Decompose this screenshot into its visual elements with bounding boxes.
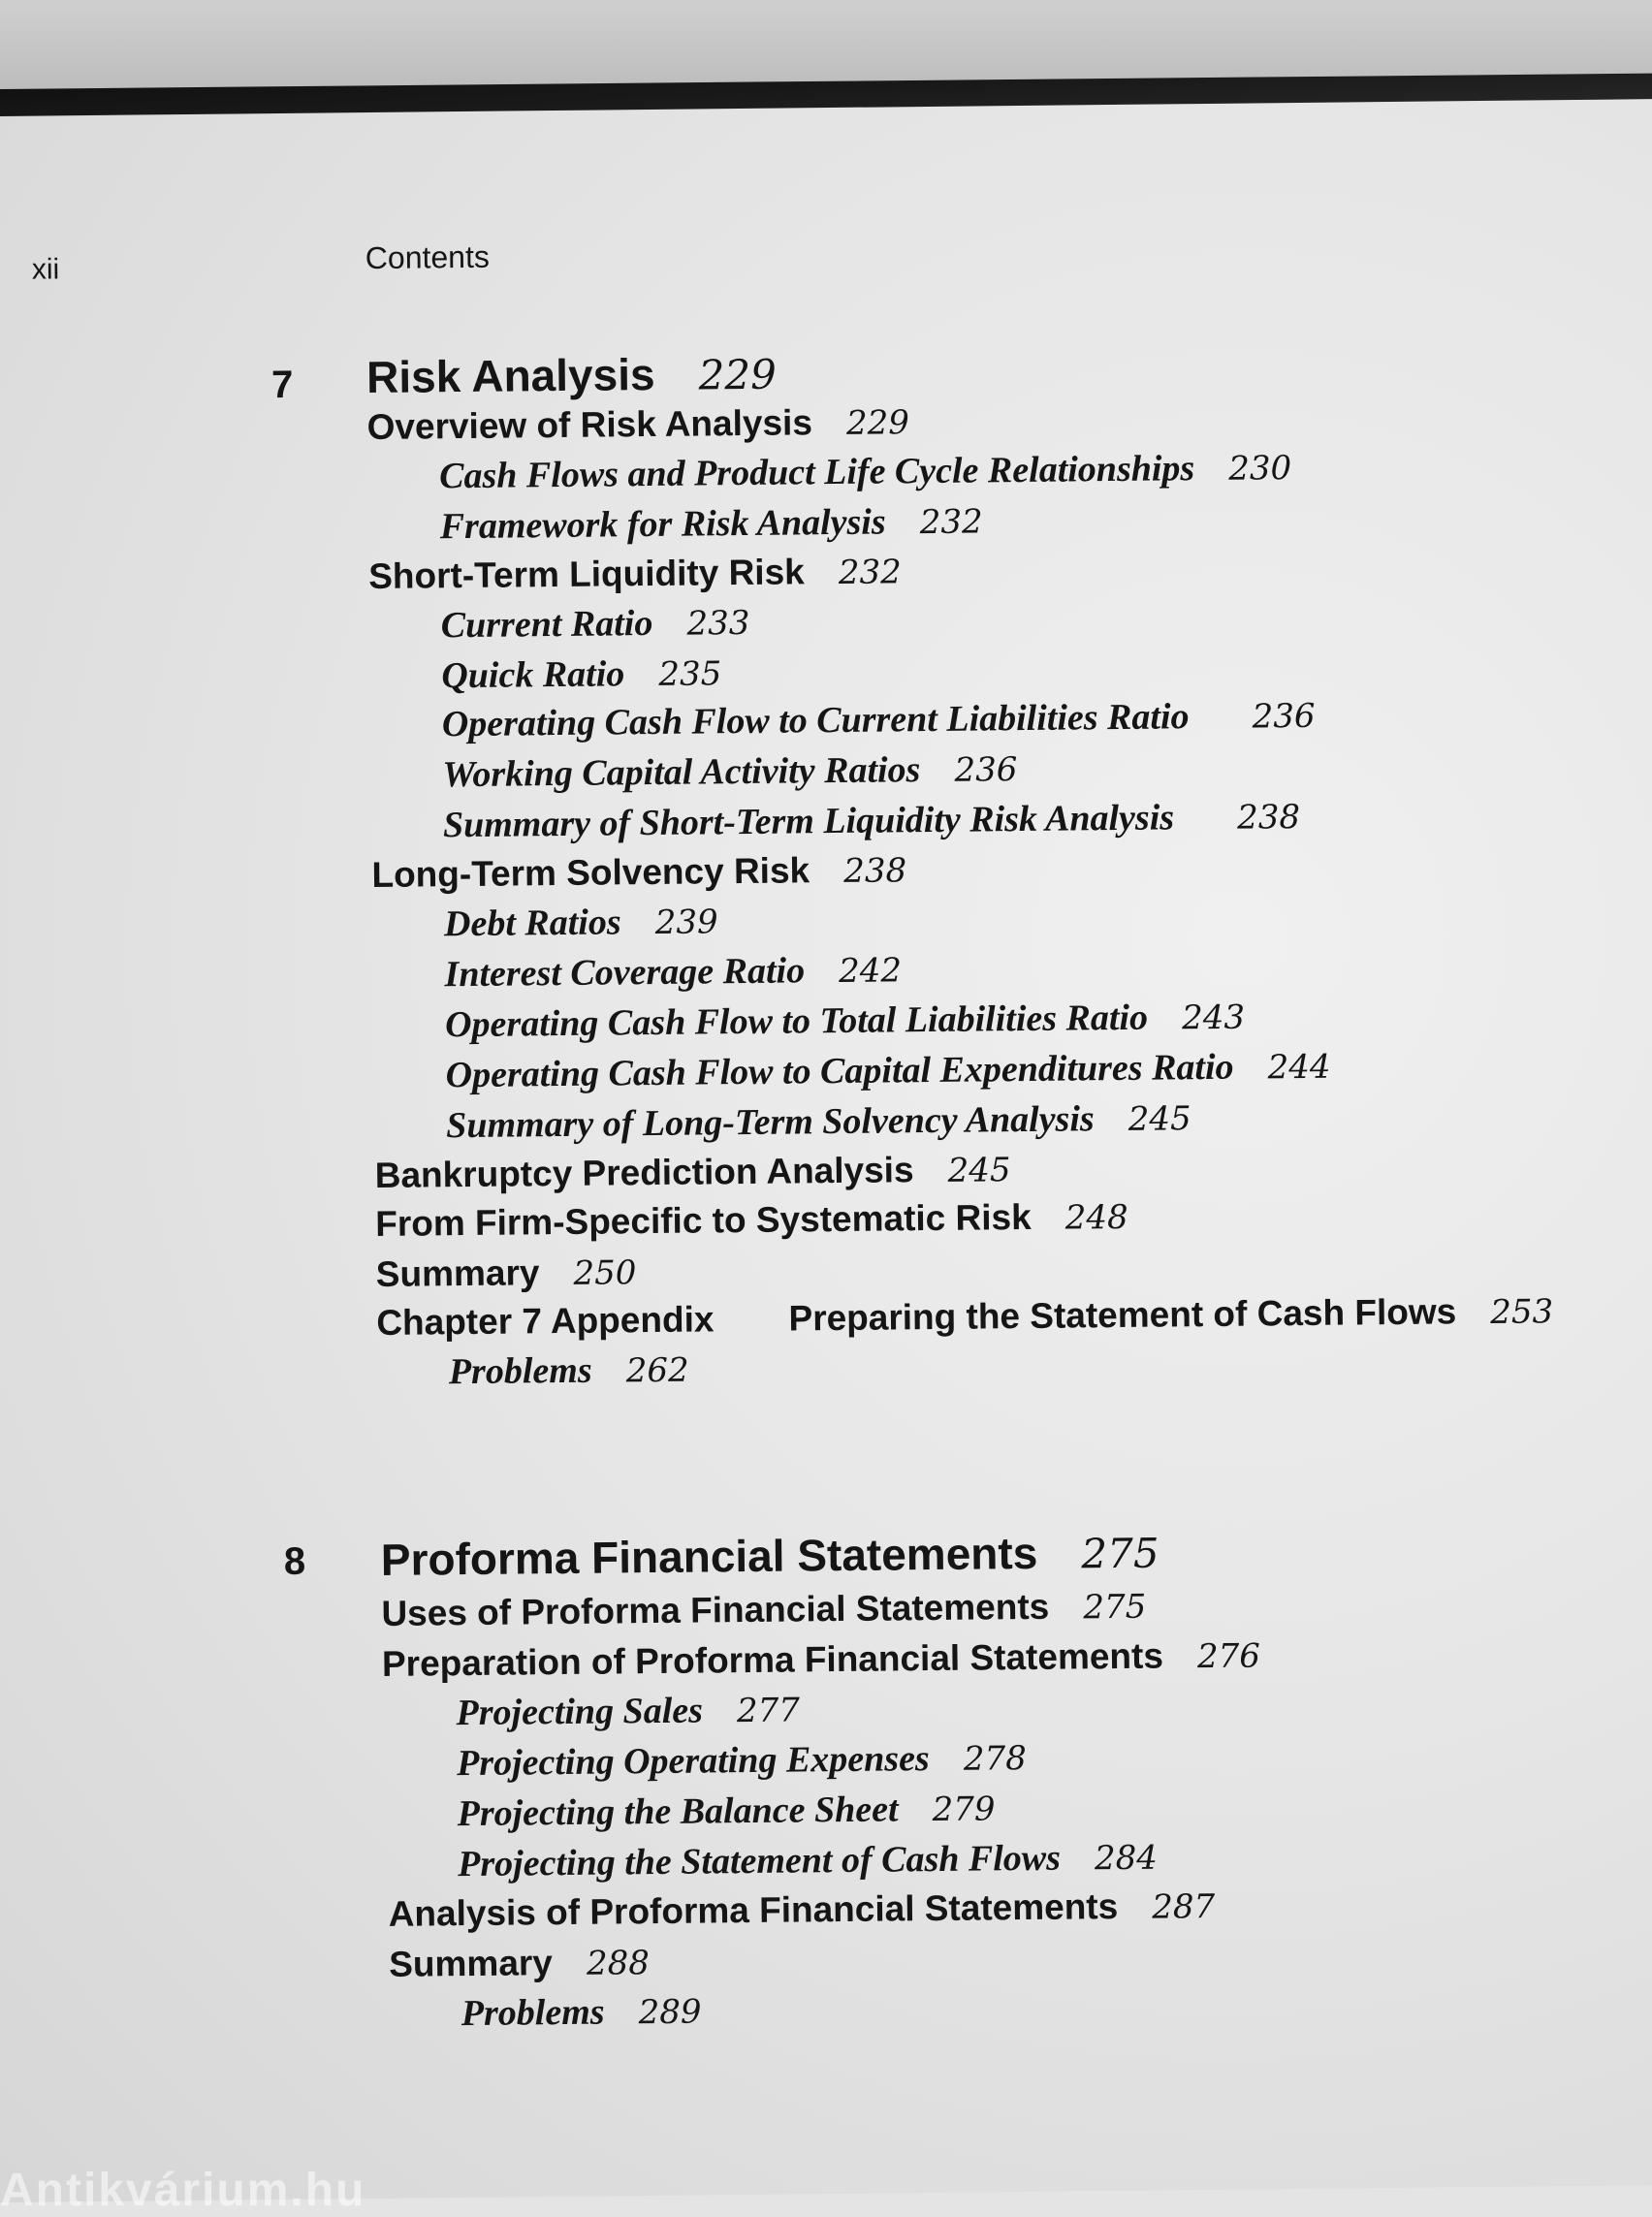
entry-page: 248 — [1064, 1197, 1128, 1238]
entry-page: 245 — [947, 1151, 1011, 1190]
entry-page: 229 — [845, 403, 910, 443]
chapter-number: 8 — [283, 1539, 306, 1584]
toc-entry-sub — [461, 1990, 702, 2036]
entry-title: Cash Flows and Product Life Cycle Relationships — [438, 448, 1195, 497]
running-title: Contents — [365, 238, 491, 276]
entry-page: 253 — [1490, 1292, 1554, 1332]
chapter-title: Risk Analysis — [365, 348, 655, 403]
toc-entry-appendix — [376, 1290, 1553, 1344]
entry-title: Operating Cash Flow to Capital Expenditures Ratio — [445, 1046, 1234, 1096]
entry-page: 262 — [625, 1350, 689, 1391]
chapter-title: Proforma Financial Statements — [380, 1527, 1038, 1585]
toc-entry-sub — [458, 1836, 1158, 1886]
entry-title: Debt Ratios — [443, 902, 621, 945]
chapter-heading — [381, 1526, 1160, 1586]
entry-page: 284 — [1094, 1838, 1159, 1879]
entry-page: 236 — [1252, 696, 1316, 737]
entry-page: 289 — [638, 1992, 702, 2033]
entry-title: Uses of Proforma Financial Statements — [381, 1586, 1050, 1633]
entry-page: 288 — [586, 1944, 651, 1983]
toc-entry-sub — [457, 1736, 1027, 1785]
toc-entry-sub — [439, 499, 982, 548]
toc-entry-sub — [442, 694, 1316, 745]
entry-title: Preparation of Proforma Financial Statements — [381, 1635, 1164, 1684]
entry-page: 277 — [736, 1691, 801, 1731]
entry-page: 236 — [954, 750, 1018, 790]
entry-page: 235 — [658, 654, 722, 694]
toc-entry-sub — [444, 900, 718, 945]
toc-entry-section — [376, 1251, 637, 1295]
entry-page: 245 — [1128, 1099, 1191, 1139]
entry-page: 250 — [573, 1253, 637, 1293]
toc-entry-sub — [446, 1096, 1191, 1147]
entry-page: 276 — [1196, 1636, 1261, 1677]
entry-title: Working Capital Activity Ratios — [442, 749, 921, 796]
toc-entry-section — [388, 1885, 1215, 1935]
toc-entry-section — [382, 1634, 1260, 1684]
chapter-page: 229 — [698, 350, 778, 399]
toc-entry-section — [366, 401, 909, 448]
entry-page: 275 — [1083, 1587, 1147, 1628]
entry-page: 232 — [838, 553, 902, 592]
entry-page: 233 — [686, 603, 750, 644]
toc-entry-sub — [456, 1688, 800, 1734]
entry-page: 278 — [963, 1739, 1027, 1779]
toc-entry-section — [368, 551, 902, 597]
toc-entry-sub — [445, 1045, 1330, 1097]
entry-page: 242 — [838, 951, 903, 991]
toc-entry-sub — [449, 1348, 689, 1394]
entry-page: 287 — [1152, 1886, 1216, 1927]
chapter-number: 7 — [270, 363, 294, 407]
entry-title: Current Ratio — [440, 602, 653, 647]
entry-page: 279 — [932, 1789, 996, 1830]
entry-title: Quick Ratio — [441, 653, 625, 697]
entry-page: 239 — [654, 903, 718, 942]
watermark: Antikvárium.hu — [0, 2165, 366, 2216]
entry-page: 238 — [1236, 798, 1301, 838]
entry-title: Operating Cash Flow to Current Liabilities Ratio — [441, 696, 1190, 745]
entry-title: Problems — [461, 1991, 605, 2035]
entry-title: Projecting the Statement of Cash Flows — [457, 1837, 1062, 1885]
toc-entry-section — [375, 1196, 1128, 1245]
entry-title: Framework for Risk Analysis — [439, 501, 886, 548]
toc-entry-sub — [445, 996, 1245, 1047]
entry-title: Problems — [448, 1349, 592, 1393]
entry-title: Summary — [375, 1252, 540, 1295]
entry-title: Interest Coverage Ratio — [444, 950, 806, 996]
entry-title: Overview of Risk Analysis — [366, 402, 813, 448]
entry-title: Short-Term Liquidity Risk — [368, 552, 805, 597]
toc-entry-sub — [442, 747, 1017, 796]
entry-title: Long-Term Solvency Risk — [371, 850, 810, 896]
toc-entry-sub — [441, 651, 721, 697]
toc-entry-sub — [441, 601, 750, 647]
entry-page: 232 — [919, 502, 983, 543]
entry-title: From Firm-Specific to Systematic Risk — [375, 1196, 1032, 1245]
toc-entry-section — [371, 849, 906, 896]
page-folio: xii — [31, 253, 60, 286]
toc-entry-section — [389, 1942, 650, 1985]
entry-title: Summary of Short-Term Liquidity Risk Analysis — [442, 797, 1175, 846]
toc-entry-sub — [443, 795, 1301, 846]
entry-title: Projecting Sales — [456, 1690, 704, 1734]
entry-page: 230 — [1228, 449, 1292, 489]
toc-entry-sub — [444, 948, 902, 996]
entry-title: Operating Cash Flow to Total Liabilities Ratio — [444, 997, 1149, 1046]
entry-page: 238 — [843, 851, 907, 891]
entry-page: 244 — [1267, 1047, 1331, 1088]
entry-title: Bankruptcy Prediction Analysis — [374, 1150, 914, 1196]
toc-entry-section — [381, 1586, 1146, 1634]
chapter-heading — [366, 347, 777, 403]
appendix-label: Chapter 7 Appendix — [376, 1299, 715, 1344]
entry-title: Summary of Long-Term Solvency Analysis — [445, 1098, 1095, 1147]
toc-entry-sub — [457, 1787, 995, 1835]
chapter-page: 275 — [1081, 1529, 1160, 1578]
toc-entry-section — [375, 1149, 1011, 1196]
entry-title: Projecting Operating Expenses — [456, 1738, 930, 1785]
entry-title: Preparing the Statement of Cash Flows — [788, 1291, 1457, 1339]
entry-title: Projecting the Balance Sheet — [457, 1789, 899, 1835]
toc-entry-sub — [439, 446, 1291, 497]
entry-title: Summary — [389, 1943, 554, 1984]
entry-title: Analysis of Proforma Financial Statements — [388, 1886, 1119, 1934]
entry-page: 243 — [1181, 998, 1246, 1038]
